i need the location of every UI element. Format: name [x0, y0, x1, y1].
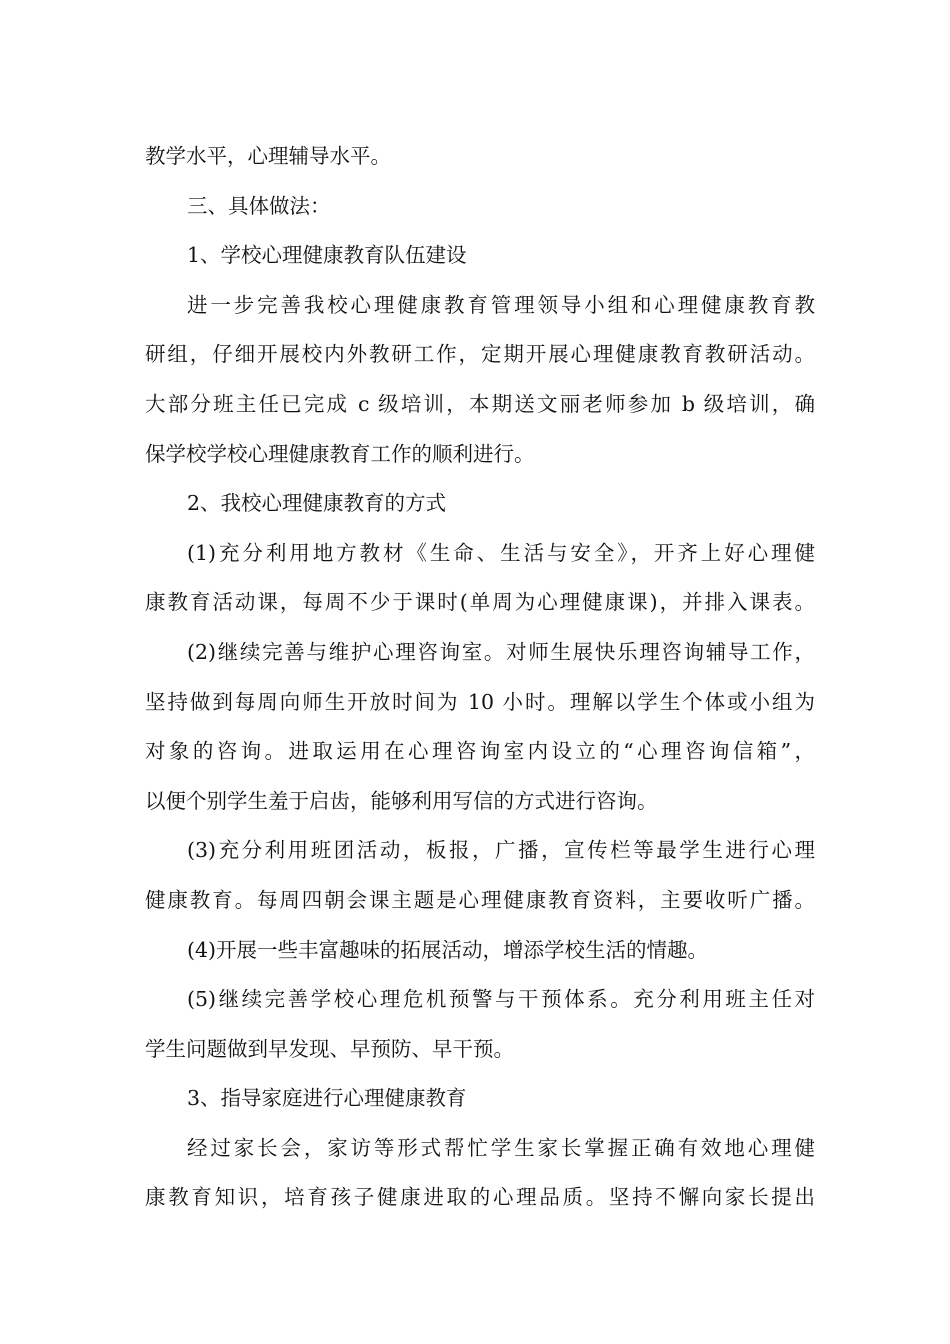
text-line: 对象的咨询。进取运用在心理咨询室内设立的“心理咨询信箱”，: [145, 739, 815, 764]
text-line: 大部分班主任已完成 c 级培训，本期送文丽老师参加 b 级培训，确: [145, 391, 815, 416]
text-line: (4)开展一些丰富趣味的拓展活动，增添学校生活的情趣。: [187, 937, 709, 962]
document-body: [145, 132, 815, 1223]
subsection-heading: 1、学校心理健康教育队伍建设: [187, 243, 467, 268]
text-line: 以便个别学生羞于启齿，能够利用写信的方式进行咨询。: [145, 788, 658, 813]
text-line: 健康教育。每周四朝会课主题是心理健康教育资料，主要收听广播。: [145, 887, 815, 912]
text-line: 经过家长会，家访等形式帮忙学生家长掌握正确有效地心理健: [187, 1135, 815, 1160]
text-line: 保学校学校心理健康教育工作的顺利进行。: [145, 441, 535, 466]
text-line: 教学水平，心理辅导水平。: [145, 144, 391, 168]
subsection-heading: 2、我校心理健康教育的方式: [187, 491, 447, 516]
text-line: 研组，仔细开展校内外教研工作，定期开展心理健康教育教研活动。: [145, 342, 815, 367]
text-line: (5)继续完善学校心理危机预警与干预体系。充分利用班主任对: [187, 987, 815, 1012]
text-line: (1)充分利用地方教材《生命、生活与安全》，开齐上好心理健: [187, 540, 815, 565]
text-line: (3)充分利用班团活动，板报，广播，宣传栏等最学生进行心理: [187, 838, 815, 863]
text-line: 进一步完善我校心理健康教育管理领导小组和心理健康教育教: [187, 292, 815, 317]
text-line: (2)继续完善与维护心理咨询室。对师生展快乐理咨询辅导工作，: [187, 639, 815, 664]
text-line: 康教育知识，培育孩子健康进取的心理品质。坚持不懈向家长提出: [145, 1185, 815, 1210]
text-line: 学生问题做到早发现、早预防、早干预。: [145, 1036, 514, 1061]
section-heading: 三、具体做法：: [187, 193, 331, 218]
text-line: 康教育活动课，每周不少于课时(单周为心理健康课)，并排入课表。: [145, 590, 815, 615]
text-line: 坚持做到每周向师生开放时间为 10 小时。理解以学生个体或小组为: [145, 689, 815, 714]
subsection-heading: 3、指导家庭进行心理健康教育: [187, 1086, 467, 1111]
